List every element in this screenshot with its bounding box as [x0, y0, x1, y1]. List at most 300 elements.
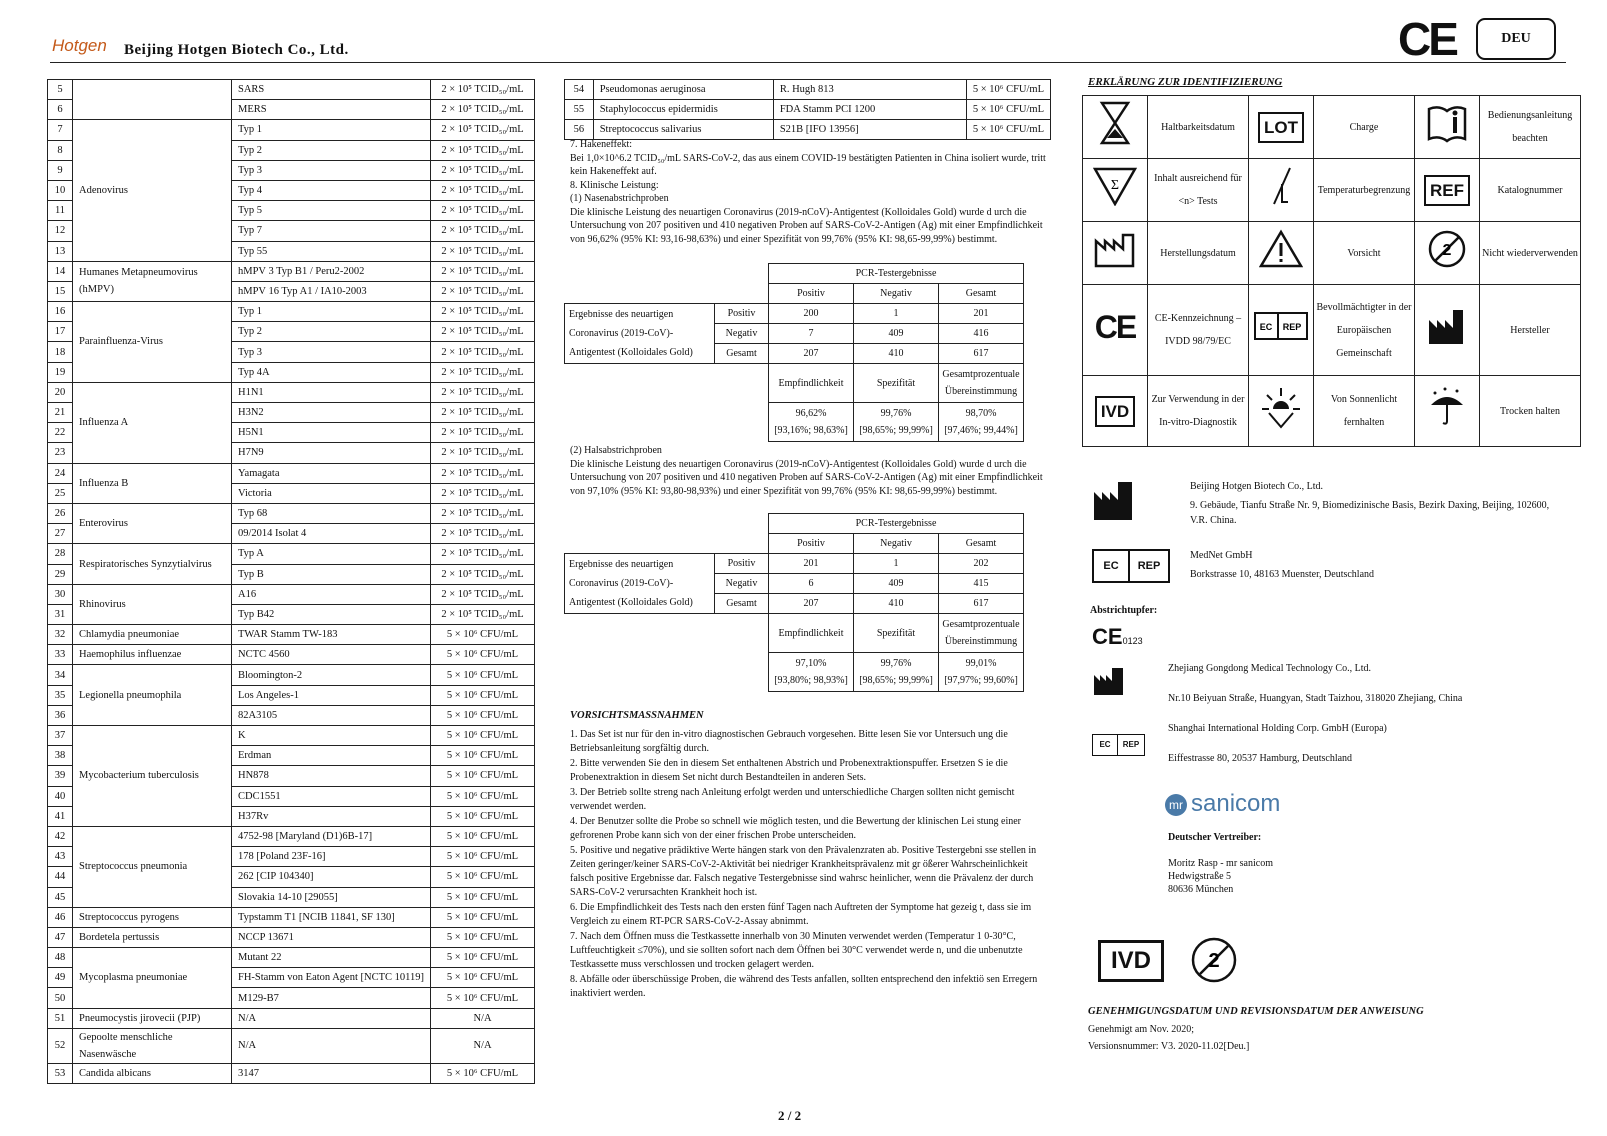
pcr-stat-value: 97,10% [795, 658, 827, 669]
concentration-cell: 5 × 10⁶ CFU/mL [430, 625, 534, 645]
concentration-cell: 5 × 10⁶ CFU/mL [430, 948, 534, 968]
ivd-icon-glyph: IVD [1095, 396, 1135, 427]
precaution-item: 6. Die Empfindlichkeit des Tests nach den ersten fünf Tagen nach Auftreten der Symptome hat gezeig t, dass sie im Vergleich zu einem RT-PCR SARS-CoV-2-Assay abnimmt. [570, 902, 1032, 927]
organism-cell: Influenza A [73, 382, 232, 463]
pcr-cell: 207 [769, 594, 854, 614]
strain-cell: Typ B [232, 564, 431, 584]
row-number: 54 [565, 80, 594, 100]
symbol-label: Herstellungsdatum [1148, 222, 1249, 285]
concentration-cell: 2 × 10⁵ TCID₅₀/mL [430, 140, 534, 160]
row-number: 19 [48, 362, 73, 382]
row-number: 8 [48, 140, 73, 160]
strain-cell: Typ 4 [232, 180, 431, 200]
concentration-cell: 5 × 10⁶ CFU/mL [966, 120, 1050, 140]
table-row [48, 726, 535, 746]
strain-cell: N/A [232, 1028, 431, 1063]
strain-cell: Typ B42 [232, 604, 431, 624]
symbol-label: Haltbarkeitsdatum [1148, 96, 1249, 159]
pcr-cell: 201 [769, 554, 854, 574]
swab-rep-address: Eiffestrasse 80, 20537 Hamburg, Deutschland [1168, 753, 1353, 764]
pcr-row [565, 554, 1024, 574]
ec-rep-icon: EC REP [1092, 549, 1170, 583]
organism-cell: Respiratorisches Synzytialvirus [73, 544, 232, 584]
concentration-cell: 5 × 10⁶ CFU/mL [430, 746, 534, 766]
pcr-stat-row [565, 403, 1024, 442]
row-number: 33 [48, 645, 73, 665]
strain-cell: H7N9 [232, 443, 431, 463]
concentration-cell: 2 × 10⁵ TCID₅₀/mL [430, 160, 534, 180]
table-row [48, 907, 535, 927]
organism-cell: Mycoplasma pneumoniae [73, 948, 232, 1009]
pcr-head-row [565, 534, 1024, 554]
swab-ec-rep-icon: EC REP [1092, 734, 1145, 756]
symbol-label: Zur Verwendung in der In-vitro-Diagnostik [1148, 376, 1249, 447]
organism-cell: Enterovirus [73, 503, 232, 543]
ivd-icon: IVD [1098, 940, 1164, 982]
concentration-cell: 2 × 10⁵ TCID₅₀/mL [430, 403, 534, 423]
organism-cell: Adenovirus [73, 120, 232, 261]
svg-text:2: 2 [1442, 241, 1452, 259]
pcr-stat-head: Spezifität [854, 614, 939, 653]
pcr-cell: 1 [854, 554, 939, 574]
table-row [48, 826, 535, 846]
organism-cell: Streptococcus pyrogens [73, 907, 232, 927]
strain-cell: 3147 [232, 1063, 431, 1083]
symbol-label: CE-Kennzeichnung – IVDD 98/79/EC [1148, 285, 1249, 376]
pcr-title: PCR-Testergebnisse [769, 514, 1024, 534]
row-number: 12 [48, 221, 73, 241]
throat-section [570, 444, 1050, 498]
concentration-cell: 5 × 10⁶ CFU/mL [430, 806, 534, 826]
hotgen-logo: Hotgen [52, 36, 107, 55]
organism-cell: Candida albicans [73, 1063, 232, 1083]
distributor-title: Deutscher Vertreiber: [1168, 832, 1262, 843]
table-row [48, 927, 535, 947]
organism-cell: Pneumocystis jirovecii (PJP) [73, 1008, 232, 1028]
symbol-row [1083, 96, 1581, 159]
hook-heading: 7. Hakeneffekt: [570, 139, 633, 150]
symbol-label: Bevollmächtigter in der Europäischen Gemeinschaft [1314, 285, 1415, 376]
ec-rep-icon [1249, 285, 1314, 376]
strain-cell: Typ A [232, 544, 431, 564]
strain-cell: Los Angeles-1 [232, 685, 431, 705]
organism-cell: Legionella pneumophila [73, 665, 232, 726]
table-row [48, 1063, 535, 1083]
strain-cell: NCCP 13671 [232, 927, 431, 947]
concentration-cell: 2 × 10⁵ TCID₅₀/mL [430, 524, 534, 544]
swab-rep-name: Shanghai International Holding Corp. GmbH (Europa) [1168, 723, 1387, 734]
table-row [48, 503, 535, 523]
hook-paragraph: Bei 1,0×10^6.2 TCID₅₀/mL SARS-CoV-2, das aus einem COVID-19 bestätigten Patienten in China isoliert wurde, tritt kein Hakeneffekt auf. [570, 152, 1046, 177]
ec-rep-address: Borkstrasse 10, 48163 Muenster, Deutschland [1190, 569, 1375, 580]
concentration-cell: 2 × 10⁵ TCID₅₀/mL [430, 322, 534, 342]
table-row [565, 120, 1051, 140]
table-row [48, 544, 535, 564]
organism-cell: Bordetela pertussis [73, 927, 232, 947]
row-number: 18 [48, 342, 73, 362]
strain-cell: Typ 2 [232, 322, 431, 342]
organism-cell: Parainfluenza-Virus [73, 302, 232, 383]
company-name: Beijing Hotgen Biotech Co., Ltd. [124, 42, 349, 58]
concentration-cell: 2 × 10⁵ TCID₅₀/mL [430, 120, 534, 140]
pcr-stat-ci: [98,65%; 99,99%] [859, 425, 933, 436]
pcr-cell: 201 [939, 304, 1024, 324]
pcr-stat-value: 99,76% [880, 658, 912, 669]
ce-notified-body: 0123 [1122, 636, 1143, 646]
row-number: 31 [48, 604, 73, 624]
symbol-row [1083, 285, 1581, 376]
table-row [48, 463, 535, 483]
pcr-col-head: Negativ [854, 534, 939, 554]
pcr-stat-cell [854, 653, 939, 692]
organism-cell: Streptococcus pneumonia [73, 826, 232, 907]
table-row [48, 665, 535, 685]
symbol-label: Von Sonnenlicht fernhalten [1314, 376, 1415, 447]
concentration-cell: 5 × 10⁶ CFU/mL [430, 665, 534, 685]
svg-text:EC: EC [1259, 321, 1273, 332]
symbol-row [1083, 376, 1581, 447]
keep-dry-icon [1415, 376, 1480, 447]
organism-cell: Influenza B [73, 463, 232, 503]
precautions-list [570, 728, 1050, 1002]
row-number: 10 [48, 180, 73, 200]
concentration-cell: 2 × 10⁵ TCID₅₀/mL [430, 564, 534, 584]
concentration-cell: 5 × 10⁶ CFU/mL [430, 968, 534, 988]
lot-icon [1249, 96, 1314, 159]
row-number: 35 [48, 685, 73, 705]
precaution-item: 4. Der Benutzer sollte die Probe so schnell wie möglich testen, und die Bewertung der klinischen Lei stung einer gefrorenen Probe kann sich von der einer frischen Probe unterscheiden. [570, 816, 1021, 842]
approval-date: Genehmigt am Nov. 2020; [1088, 1024, 1195, 1035]
row-number: 56 [565, 120, 594, 140]
strain-cell: Typ 3 [232, 342, 431, 362]
ec-rep-name: MedNet GmbH [1190, 550, 1253, 561]
row-number: 48 [48, 948, 73, 968]
strain-cell: CDC1551 [232, 786, 431, 806]
pcr-row-head: Negativ [715, 324, 769, 344]
row-number: 11 [48, 201, 73, 221]
strain-cell: Typ 55 [232, 241, 431, 261]
strain-cell: FDA Stamm PCI 1200 [773, 100, 966, 120]
pcr-stat-ci: [93,16%; 98,63%] [774, 425, 848, 436]
ref-icon-glyph: REF [1424, 175, 1470, 206]
date-of-manufacture-icon [1083, 222, 1148, 285]
strain-cell: 09/2014 Isolat 4 [232, 524, 431, 544]
strain-cell: 82A3105 [232, 705, 431, 725]
hook-effect-section [570, 138, 1050, 246]
row-number: 9 [48, 160, 73, 180]
pcr-cell: 200 [769, 304, 854, 324]
precautions-title: VORSICHTSMASSNAHMEN [570, 710, 704, 721]
pcr-cell: 6 [769, 574, 854, 594]
throat-heading: (2) Halsabstrichproben [570, 445, 662, 456]
precaution-item: 3. Der Betrieb sollte streng nach Anleitung erfolgt werden und unterschiedliche Chargen sollten nicht gemischt verwendet werden. [570, 787, 1015, 812]
concentration-cell: 2 × 10⁵ TCID₅₀/mL [430, 503, 534, 523]
sigma-icon [1083, 159, 1148, 222]
pcr-col-head: Positiv [769, 534, 854, 554]
organism-cell [73, 80, 232, 120]
row-number: 46 [48, 907, 73, 927]
pcr-stat-head-row [565, 614, 1024, 653]
swab-title: Abstrichtupfer: [1090, 605, 1158, 616]
concentration-cell: 5 × 10⁶ CFU/mL [430, 705, 534, 725]
svg-text:Σ: Σ [1110, 177, 1120, 193]
strain-cell: Typ 68 [232, 503, 431, 523]
row-number: 30 [48, 584, 73, 604]
concentration-cell: 5 × 10⁶ CFU/mL [430, 988, 534, 1008]
strain-cell: Erdman [232, 746, 431, 766]
concentration-cell: 2 × 10⁵ TCID₅₀/mL [430, 443, 534, 463]
row-number: 34 [48, 665, 73, 685]
pcr-table-throat [564, 513, 1024, 692]
pcr-title: PCR-Testergebnisse [769, 264, 1024, 284]
strain-cell: H3N2 [232, 403, 431, 423]
concentration-cell: 5 × 10⁶ CFU/mL [966, 100, 1050, 120]
row-number: 44 [48, 867, 73, 887]
symbol-label: Katalognummer [1480, 159, 1581, 222]
symbol-label: Charge [1314, 96, 1415, 159]
pcr-row [565, 304, 1024, 324]
symbols-title: ERKLÄRUNG ZUR IDENTIFIZIERUNG [1088, 76, 1283, 88]
concentration-cell: 5 × 10⁶ CFU/mL [430, 887, 534, 907]
pcr-cell: 416 [939, 324, 1024, 344]
row-number: 24 [48, 463, 73, 483]
row-number: 42 [48, 826, 73, 846]
manufacturer-icon [1092, 478, 1138, 522]
strain-cell: N/A [232, 1008, 431, 1028]
strain-cell: S21B [IFO 13956] [773, 120, 966, 140]
pcr-stat-head: Spezifität [854, 364, 939, 403]
hourglass-icon [1083, 96, 1148, 159]
nasal-paragraph: Die klinische Leistung des neuartigen Coronavirus (2019-nCoV)-Antigentest (Kolloidales Gold) wurde d urch die Untersuchung von 207 positiven und 410 negativen Proben auf SARS-CoV-2-Antigen (Ag) mit einer Empfindlichkeit von 96,62% (95% KI: 93,16-98,63%) und einer Spezifität von 99,76% (95% KI: 98,65-99,99%) bestimmt. [570, 206, 1043, 245]
ce-icon-glyph: CE [1094, 308, 1136, 345]
concentration-cell: 2 × 10⁵ TCID₅₀/mL [430, 483, 534, 503]
table-row [48, 1028, 535, 1063]
do-not-reuse-icon [1415, 222, 1480, 285]
precaution-item: 5. Positive und negative prädiktive Werte hängen stark von den Prävalenzraten ab. Positive Testergebni sse stellen in Zeiten geringer/keiner SARS-CoV-2-Aktivität bei niedriger Krankheitsprävalenz mit gr ößerer Wahrscheinlichkeit falsch positive Ergebnisse dar. Falsch negative Testergebnisse sind wahrsc heinlicher, wenn die Prävalenz der durch SARS-CoV-2 verursachten Krankheit hoch ist. [570, 845, 1037, 898]
row-number: 37 [48, 726, 73, 746]
strain-cell: MERS [232, 100, 431, 120]
pcr-head-row [565, 284, 1024, 304]
pcr-stat-cell [939, 653, 1024, 692]
row-number: 39 [48, 766, 73, 786]
table-row [48, 80, 535, 100]
pcr-stat-head: Gesamtprozentuale Übereinstimmung [939, 364, 1024, 403]
manufacturer-address: 9. Gebäude, Tianfu Straße Nr. 9, Biomedizinische Basis, Bezirk Daxing, Beijing, 102600, V.R. China. [1190, 500, 1550, 526]
strain-cell: A16 [232, 584, 431, 604]
row-number: 20 [48, 382, 73, 402]
concentration-cell: 5 × 10⁶ CFU/mL [430, 645, 534, 665]
strain-cell: SARS [232, 80, 431, 100]
row-number: 29 [48, 564, 73, 584]
pcr-row-label: Ergebnisse des neuartigen Coronavirus (2019-CoV)-Antigentest (Kolloidales Gold) [565, 304, 715, 364]
page-number: 2 / 2 [778, 1108, 802, 1123]
manufacturer-icon [1415, 285, 1480, 376]
row-number: 55 [565, 100, 594, 120]
row-number: 26 [48, 503, 73, 523]
pcr-row-head: Negativ [715, 574, 769, 594]
concentration-cell: 5 × 10⁶ CFU/mL [966, 80, 1050, 100]
distributor-line: Moritz Rasp - mr sanicom [1168, 858, 1273, 869]
strain-cell: Mutant 22 [232, 948, 431, 968]
pcr-cell: 409 [854, 574, 939, 594]
row-number: 52 [48, 1028, 73, 1063]
swab-maker-name: Zhejiang Gongdong Medical Technology Co., Ltd. [1168, 663, 1371, 674]
symbol-label: Vorsicht [1314, 222, 1415, 285]
organism-cell: Streptococcus salivarius [593, 120, 773, 140]
concentration-cell: N/A [430, 1028, 534, 1063]
manual-icon [1415, 96, 1480, 159]
pcr-cell: 410 [854, 344, 939, 364]
symbol-label: Trocken halten [1480, 376, 1581, 447]
pcr-stat-cell [769, 653, 854, 692]
clinical-heading: 8. Klinische Leistung: [570, 179, 659, 191]
row-number: 25 [48, 483, 73, 503]
precaution-item: 7. Nach dem Öffnen muss die Testkassette innerhalb von 30 Minuten verwendet werden (Temperatur 1 0-30°C, Luftfeuchtigkeit ≤70%), und sie sollten sofort nach dem Öffnen bei 30°C verwendet werde n, und die unbenutzte Testkassette muss verschlossen und trocken gelagert werden. [570, 931, 1023, 970]
row-number: 7 [48, 120, 73, 140]
pcr-cell: 202 [939, 554, 1024, 574]
symbol-row [1083, 159, 1581, 222]
pcr-stat-cell [939, 403, 1024, 442]
strain-cell: Typ 3 [232, 160, 431, 180]
ivd-icon [1083, 376, 1148, 447]
row-number: 28 [48, 544, 73, 564]
row-number: 32 [48, 625, 73, 645]
svg-text:REP: REP [1282, 321, 1302, 332]
strain-cell: Typ 4A [232, 362, 431, 382]
table-row [48, 120, 535, 140]
strain-cell: H1N1 [232, 382, 431, 402]
pcr-cell: 1 [854, 304, 939, 324]
row-number: 6 [48, 100, 73, 120]
strain-cell: Typ 7 [232, 221, 431, 241]
pcr-stat-row [565, 653, 1024, 692]
table-row [48, 382, 535, 402]
pcr-cell: 617 [939, 344, 1024, 364]
symbol-label: Bedienungsanleitung beachten [1480, 96, 1581, 159]
concentration-cell: 5 × 10⁶ CFU/mL [430, 847, 534, 867]
table-row [48, 948, 535, 968]
pcr-cell: 7 [769, 324, 854, 344]
row-number: 53 [48, 1063, 73, 1083]
strain-cell: R. Hugh 813 [773, 80, 966, 100]
organism-cell: Staphylococcus epidermidis [593, 100, 773, 120]
concentration-cell: 2 × 10⁵ TCID₅₀/mL [430, 180, 534, 200]
pcr-stat-head: Empfindlichkeit [769, 364, 854, 403]
row-number: 27 [48, 524, 73, 544]
table-row [48, 1008, 535, 1028]
row-number: 45 [48, 887, 73, 907]
pcr-col-head: Positiv [769, 284, 854, 304]
sanicom-logo: mr sanicom [1165, 790, 1280, 818]
organism-cell: Gepoolte menschliche Nasenwäsche [73, 1028, 232, 1063]
pcr-col-head: Gesamt [939, 534, 1024, 554]
strain-cell: Typ 1 [232, 120, 431, 140]
warning-icon [1249, 222, 1314, 285]
row-number: 38 [48, 746, 73, 766]
precaution-item: 8. Abfälle oder überschüssige Proben, die während des Tests anfallen, sollten entsprechend den infektiö sen Erregern inaktiviert werden. [570, 974, 1038, 999]
concentration-cell: 5 × 10⁶ CFU/mL [430, 766, 534, 786]
strain-cell: H37Rv [232, 806, 431, 826]
row-number: 49 [48, 968, 73, 988]
pcr-row-head: Gesamt [715, 594, 769, 614]
strain-cell: Yamagata [232, 463, 431, 483]
strain-cell: TWAR Stamm TW-183 [232, 625, 431, 645]
pcr-cell: 207 [769, 344, 854, 364]
concentration-cell: 5 × 10⁶ CFU/mL [430, 1063, 534, 1083]
strain-cell: NCTC 4560 [232, 645, 431, 665]
strain-cell: M129-B7 [232, 988, 431, 1008]
row-number: 36 [48, 705, 73, 725]
row-number: 41 [48, 806, 73, 826]
precaution-item: 1. Das Set ist nur für den in-vitro diagnostischen Gebrauch vorgesehen. Bitte lesen Sie vor Untersuch ung die Betriebsanleitung sorgfältig durch. [570, 729, 1008, 754]
approval-version: Versionsnummer: V3. 2020-11.02[Deu.] [1088, 1041, 1250, 1052]
organism-cell: Humanes Metapneumovirus (hMPV) [73, 261, 232, 301]
strain-cell: Bloomington-2 [232, 665, 431, 685]
organism-cell: Pseudomonas aeruginosa [593, 80, 773, 100]
header-rule [50, 62, 1566, 63]
pcr-table-nasal [564, 263, 1024, 442]
pcr-cell: 410 [854, 594, 939, 614]
pcr-col-head: Negativ [854, 284, 939, 304]
strain-cell: K [232, 726, 431, 746]
pcr-cell: 415 [939, 574, 1024, 594]
concentration-cell: 2 × 10⁵ TCID₅₀/mL [430, 241, 534, 261]
swab-manufacturer-icon [1092, 665, 1126, 697]
row-number: 40 [48, 786, 73, 806]
row-number: 16 [48, 302, 73, 322]
distributor-address [1168, 857, 1273, 896]
pcr-stat-head: Empfindlichkeit [769, 614, 854, 653]
concentration-cell: 5 × 10⁶ CFU/mL [430, 826, 534, 846]
pcr-row-head: Positiv [715, 304, 769, 324]
pcr-stat-head-row [565, 364, 1024, 403]
row-number: 13 [48, 241, 73, 261]
concentration-cell: 5 × 10⁶ CFU/mL [430, 726, 534, 746]
pcr-stat-value: 98,70% [965, 408, 997, 419]
lot-icon-glyph: LOT [1258, 112, 1304, 143]
concentration-cell: 2 × 10⁵ TCID₅₀/mL [430, 463, 534, 483]
swab-maker-address: Nr.10 Beiyuan Straße, Huangyan, Stadt Taizhou, 318020 Zhejiang, China [1168, 693, 1463, 704]
row-number: 51 [48, 1008, 73, 1028]
concentration-cell: 2 × 10⁵ TCID₅₀/mL [430, 201, 534, 221]
precaution-item: 2. Bitte verwenden Sie den in diesem Set enthaltenen Abstrich und Probenextraktionspuffer. Ersetzen S ie die Probenextraktion in diesem Set nicht durch Bestandteilen in anderen Sets. [570, 758, 1008, 783]
strain-cell: H5N1 [232, 423, 431, 443]
concentration-cell: 2 × 10⁵ TCID₅₀/mL [430, 382, 534, 402]
symbol-row [1083, 222, 1581, 285]
symbol-label: Inhalt ausreichend für <n> Tests [1148, 159, 1249, 222]
row-number: 23 [48, 443, 73, 463]
row-number: 21 [48, 403, 73, 423]
concentration-cell: 2 × 10⁵ TCID₅₀/mL [430, 80, 534, 100]
strain-cell: Typ 1 [232, 302, 431, 322]
concentration-cell: 2 × 10⁵ TCID₅₀/mL [430, 604, 534, 624]
pcr-row-label: Ergebnisse des neuartigen Coronavirus (2019-CoV)-Antigentest (Kolloidales Gold) [565, 554, 715, 614]
do-not-reuse-icon [1190, 936, 1238, 984]
organism-cell: Rhinovirus [73, 584, 232, 624]
table-row [48, 302, 535, 322]
concentration-cell: 2 × 10⁵ TCID₅₀/mL [430, 362, 534, 382]
pcr-stat-head: Gesamtprozentuale Übereinstimmung [939, 614, 1024, 653]
row-number: 43 [48, 847, 73, 867]
concentration-cell: 2 × 10⁵ TCID₅₀/mL [430, 261, 534, 281]
pcr-stat-ci: [98,65%; 99,99%] [859, 675, 933, 686]
strain-cell: Victoria [232, 483, 431, 503]
concentration-cell: 2 × 10⁵ TCID₅₀/mL [430, 423, 534, 443]
distributor-line: Hedwigstraße 5 [1168, 871, 1232, 882]
symbol-label: Hersteller [1480, 285, 1581, 376]
pcr-col-head: Gesamt [939, 284, 1024, 304]
ce-icon [1083, 285, 1148, 376]
